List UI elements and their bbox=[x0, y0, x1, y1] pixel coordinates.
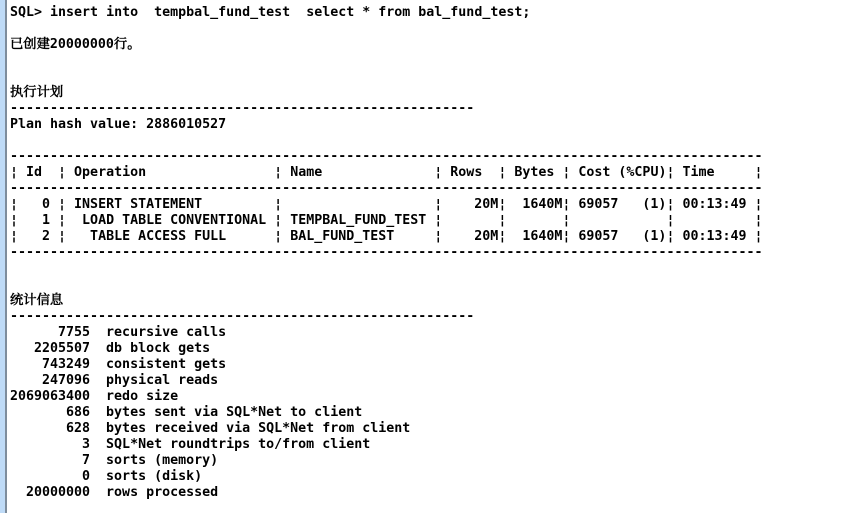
pipe-separator: ¦ bbox=[274, 213, 283, 228]
window-left-border-line bbox=[5, 0, 7, 513]
stat-label: physical reads bbox=[106, 373, 219, 388]
pipe-separator: ¦ bbox=[754, 197, 763, 212]
plan-table bbox=[10, 149, 856, 261]
pipe-separator: ¦ bbox=[10, 213, 19, 228]
cell-bytes: 1640M bbox=[522, 229, 563, 244]
column-header-id: Id bbox=[26, 165, 43, 180]
cell-cost: 69057 bbox=[578, 229, 619, 244]
stat-row bbox=[10, 357, 856, 373]
pipe-separator: ¦ bbox=[498, 213, 507, 228]
execution-plan-separator: ---------------------------------------------------------- bbox=[10, 101, 475, 116]
stat-row bbox=[10, 485, 856, 501]
blank-line bbox=[10, 133, 856, 149]
stat-value: 247096 bbox=[42, 373, 91, 388]
pipe-separator: ¦ bbox=[58, 197, 67, 212]
stat-row bbox=[10, 373, 856, 389]
stat-value: 7755 bbox=[58, 325, 91, 340]
cell-name: BAL_FUND_TEST bbox=[290, 229, 395, 244]
blank-line bbox=[10, 277, 856, 293]
statistics-separator: ---------------------------------------------------------- bbox=[10, 309, 475, 324]
blank-line bbox=[10, 21, 856, 37]
pipe-separator: ¦ bbox=[434, 213, 443, 228]
cell-time: 00:13:49 bbox=[682, 197, 747, 212]
plan-table-bottom-border: ---------------------------------------------------------------------------------------------- bbox=[10, 245, 763, 260]
pipe-separator: ¦ bbox=[274, 197, 283, 212]
cell-name: TEMPBAL_FUND_TEST bbox=[290, 213, 427, 228]
blank-line bbox=[10, 261, 856, 277]
pipe-separator: ¦ bbox=[754, 165, 763, 180]
cell-id: 1 bbox=[42, 213, 51, 228]
plan-table-row bbox=[10, 197, 856, 213]
stat-label: rows processed bbox=[106, 485, 219, 500]
stat-row bbox=[10, 405, 856, 421]
plan-table-header-row bbox=[10, 165, 856, 181]
stat-label: bytes sent via SQL*Net to client bbox=[106, 405, 363, 420]
cell-cpu-pct: (1) bbox=[642, 229, 667, 244]
column-header-bytes: Bytes bbox=[514, 165, 555, 180]
pipe-separator: ¦ bbox=[434, 165, 443, 180]
cell-cost: 69057 bbox=[578, 197, 619, 212]
pipe-separator: ¦ bbox=[562, 213, 571, 228]
pipe-separator: ¦ bbox=[58, 165, 67, 180]
pipe-separator: ¦ bbox=[10, 229, 19, 244]
pipe-separator: ¦ bbox=[498, 165, 507, 180]
cell-time: 00:13:49 bbox=[682, 229, 747, 244]
pipe-separator: ¦ bbox=[274, 229, 283, 244]
pipe-separator: ¦ bbox=[666, 229, 675, 244]
plan-table-row bbox=[10, 229, 856, 245]
stat-row bbox=[10, 469, 856, 485]
stat-row bbox=[10, 389, 856, 405]
stat-label: SQL*Net roundtrips to/from client bbox=[106, 437, 371, 452]
stat-value: 3 bbox=[82, 437, 91, 452]
pipe-separator: ¦ bbox=[498, 229, 507, 244]
pipe-separator: ¦ bbox=[498, 197, 507, 212]
plan-table-header-border: ---------------------------------------------------------------------------------------------- bbox=[10, 181, 763, 196]
stat-label: recursive calls bbox=[106, 325, 227, 340]
column-header-rows: Rows bbox=[450, 165, 483, 180]
column-header-time: Time bbox=[682, 165, 715, 180]
pipe-separator: ¦ bbox=[754, 229, 763, 244]
stat-value: 2069063400 bbox=[10, 389, 91, 404]
stat-label: bytes received via SQL*Net from client bbox=[106, 421, 411, 436]
blank-line bbox=[10, 501, 856, 513]
stat-row bbox=[10, 453, 856, 469]
cell-bytes: 1640M bbox=[522, 197, 563, 212]
sql-command-line: SQL> insert into tempbal_fund_test select * from bal_fund_test; bbox=[10, 5, 531, 20]
cell-operation: TABLE ACCESS FULL bbox=[74, 229, 227, 244]
pipe-separator: ¦ bbox=[434, 229, 443, 244]
column-header-name: Name bbox=[290, 165, 323, 180]
cell-rows: 20M bbox=[474, 197, 499, 212]
stat-value: 0 bbox=[82, 469, 91, 484]
cell-operation: LOAD TABLE CONVENTIONAL bbox=[74, 213, 267, 228]
stat-value: 686 bbox=[66, 405, 91, 420]
pipe-separator: ¦ bbox=[58, 213, 67, 228]
column-header-operation: Operation bbox=[74, 165, 147, 180]
pipe-separator: ¦ bbox=[58, 229, 67, 244]
cell-id: 2 bbox=[42, 229, 51, 244]
stat-value: 7 bbox=[82, 453, 91, 468]
stat-label: sorts (memory) bbox=[106, 453, 219, 468]
stat-label: redo size bbox=[106, 389, 179, 404]
blank-line bbox=[10, 53, 856, 69]
plan-hash-value: Plan hash value: 2886010527 bbox=[10, 117, 227, 132]
stat-label: consistent gets bbox=[106, 357, 227, 372]
pipe-separator: ¦ bbox=[10, 197, 19, 212]
stat-label: sorts (disk) bbox=[106, 469, 203, 484]
stat-value: 20000000 bbox=[26, 485, 91, 500]
stat-value: 743249 bbox=[42, 357, 91, 372]
column-header-cost-cpu: Cost (%CPU) bbox=[578, 165, 667, 180]
pipe-separator: ¦ bbox=[754, 213, 763, 228]
pipe-separator: ¦ bbox=[666, 165, 675, 180]
rows-created-message: 已创建20000000行。 bbox=[10, 37, 141, 52]
terminal-output bbox=[10, 5, 856, 513]
stat-value: 628 bbox=[66, 421, 91, 436]
cell-rows: 20M bbox=[474, 229, 499, 244]
stat-row bbox=[10, 421, 856, 437]
plan-table-row bbox=[10, 213, 856, 229]
pipe-separator: ¦ bbox=[434, 197, 443, 212]
cell-cpu-pct: (1) bbox=[642, 197, 667, 212]
cell-id: 0 bbox=[42, 197, 51, 212]
pipe-separator: ¦ bbox=[666, 213, 675, 228]
pipe-separator: ¦ bbox=[10, 165, 19, 180]
pipe-separator: ¦ bbox=[274, 165, 283, 180]
stat-row bbox=[10, 341, 856, 357]
stat-label: db block gets bbox=[106, 341, 211, 356]
stat-value: 2205507 bbox=[34, 341, 91, 356]
blank-line bbox=[10, 69, 856, 85]
pipe-separator: ¦ bbox=[562, 229, 571, 244]
pipe-separator: ¦ bbox=[562, 197, 571, 212]
stat-row bbox=[10, 325, 856, 341]
plan-table-top-border: ---------------------------------------------------------------------------------------------- bbox=[10, 149, 763, 164]
pipe-separator: ¦ bbox=[562, 165, 571, 180]
pipe-separator: ¦ bbox=[666, 197, 675, 212]
stat-row bbox=[10, 437, 856, 453]
cell-operation: INSERT STATEMENT bbox=[74, 197, 203, 212]
statistics-heading: 统计信息 bbox=[10, 293, 64, 308]
execution-plan-heading: 执行计划 bbox=[10, 85, 64, 100]
